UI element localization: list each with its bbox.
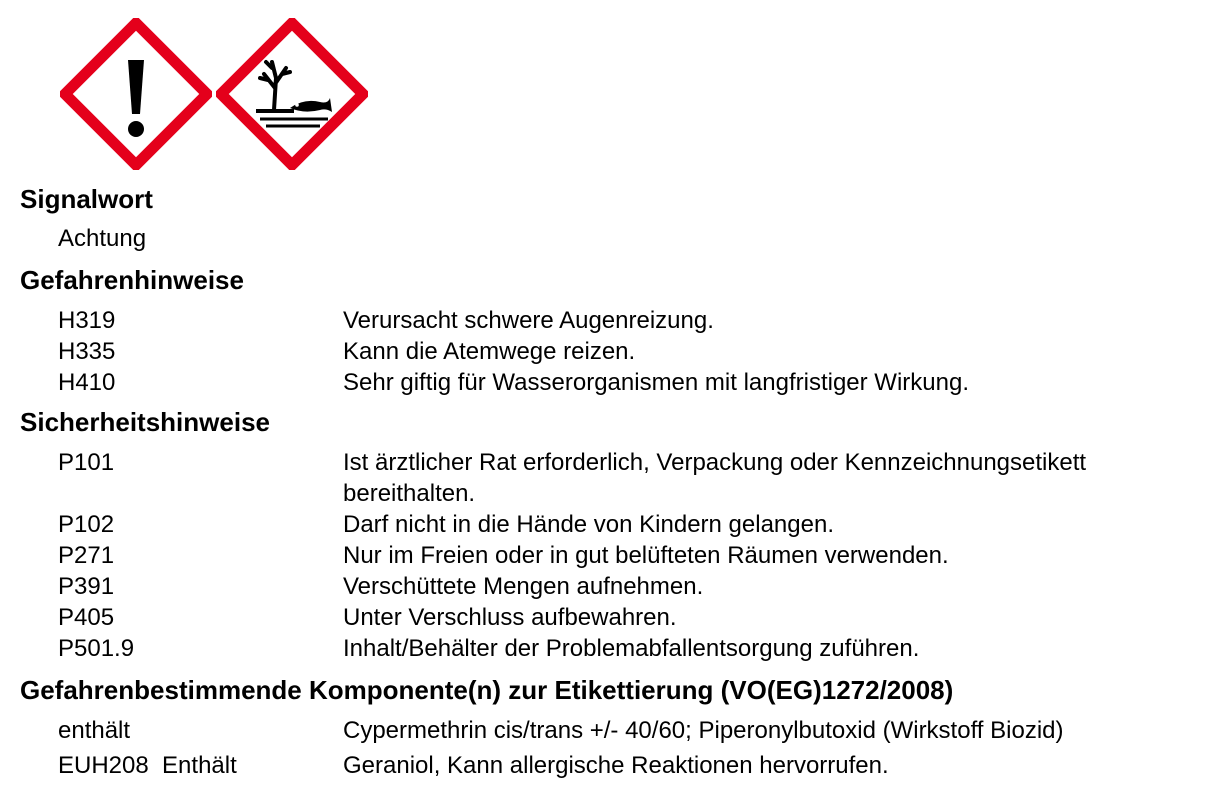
component-label: EUH208 Enthält (58, 752, 237, 779)
component-label: enthält (58, 717, 131, 744)
component-text: Cypermethrin cis/trans +/- 40/60; Piperonylbutoxid (Wirkstoff Biozid) (343, 717, 1064, 744)
hazard-code: H319 (58, 307, 116, 334)
precaution-text: Inhalt/Behälter der Problemabfallentsorgung zuführen. (343, 635, 920, 662)
signal-word-value: Achtung (58, 225, 147, 252)
precaution-code: P501.9 (58, 635, 135, 662)
hazardous-components-heading: Gefahrenbestimmende Komponente(n) zur Etikettierung (VO(EG)1272/2008) (20, 675, 954, 705)
precaution-code: P405 (58, 604, 115, 631)
hazard-text: Verursacht schwere Augenreizung. (343, 307, 714, 334)
hazard-code: H410 (58, 369, 116, 396)
signal-word-heading: Signalwort (20, 184, 153, 214)
precaution-text: Nur im Freien oder in gut belüfteten Räumen verwenden. (343, 542, 949, 569)
hazard-text: Sehr giftig für Wasserorganismen mit langfristiger Wirkung. (343, 369, 969, 396)
precaution-code: P391 (58, 573, 115, 600)
hazard-statements-heading: Gefahrenhinweise (20, 265, 244, 295)
hazard-pictograms (60, 18, 380, 170)
precaution-text: Verschüttete Mengen aufnehmen. (343, 573, 704, 600)
ghs09-environment-icon (216, 18, 368, 170)
precaution-code: P101 (58, 449, 115, 476)
precautionary-statements-heading: Sicherheitshinweise (20, 407, 270, 437)
ghs07-exclamation-mark-icon (60, 18, 212, 170)
precaution-code: P271 (58, 542, 115, 569)
hazard-text: Kann die Atemwege reizen. (343, 338, 636, 365)
hazard-code: H335 (58, 338, 116, 365)
component-text: Geraniol, Kann allergische Reaktionen hervorrufen. (343, 752, 889, 779)
precaution-text: Ist ärztlicher Rat erforderlich, Verpackung oder Kennzeichnungsetikett bereithalten. (343, 449, 1087, 507)
precaution-text: Darf nicht in die Hände von Kindern gelangen. (343, 511, 834, 538)
precaution-code: P102 (58, 511, 115, 538)
precaution-text: Unter Verschluss aufbewahren. (343, 604, 677, 631)
